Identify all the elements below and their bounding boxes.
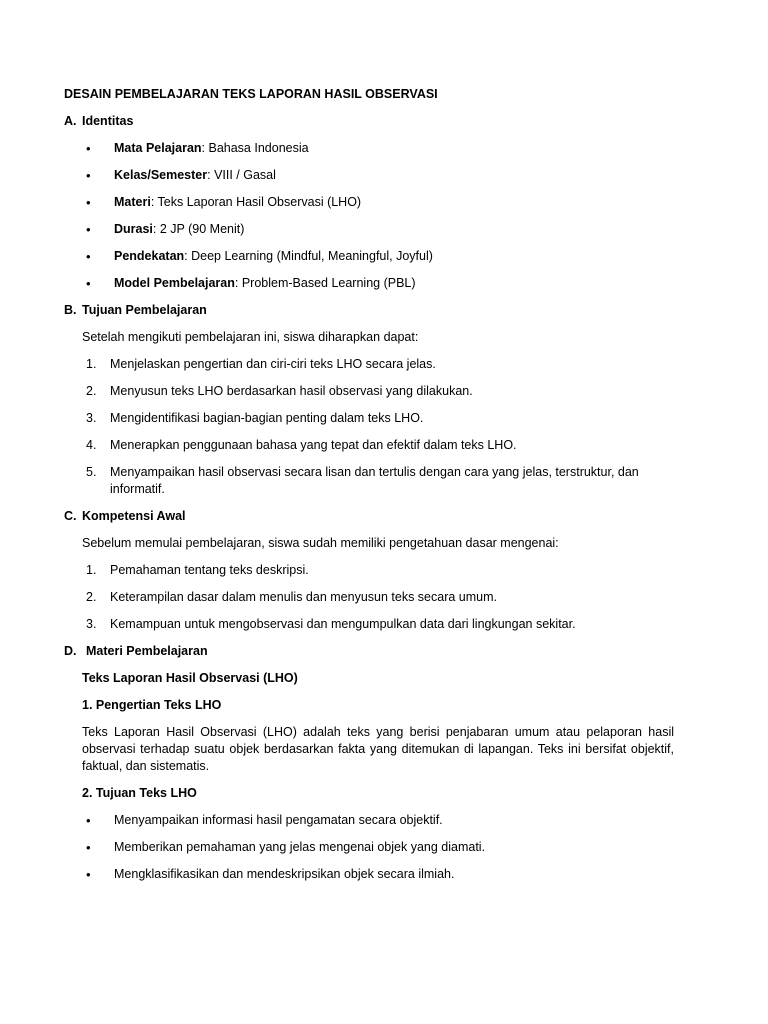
- list-item: [64, 194, 674, 211]
- section-c-heading: [64, 508, 674, 525]
- list-item: [64, 464, 674, 498]
- competency-list: [64, 562, 674, 633]
- item-text: Kemampuan untuk mengobservasi dan mengumpulkan data dari lingkungan sekitar.: [110, 617, 576, 631]
- item-number: 1.: [86, 563, 97, 577]
- item-value: : 2 JP (90 Menit): [152, 222, 245, 236]
- item-value: : VIII / Gasal: [207, 168, 276, 182]
- definition-paragraph: Teks Laporan Hasil Observasi (LHO) adalah teks yang berisi penjabaran umum atau pelaporan hasil observasi terhadap suatu objek berdasarkan fakta yang ditemukan di lapangan. Teks ini bersifat objektif, faktual, dan sistematis.: [82, 725, 674, 773]
- section-c-title: Kompetensi Awal: [82, 509, 186, 523]
- section-a-letter: A.: [64, 114, 77, 128]
- item-value: : Deep Learning (Mindful, Meaningful, Joyful): [184, 249, 433, 263]
- item-label: Durasi: [114, 222, 153, 236]
- list-item: [64, 167, 674, 184]
- list-item: [64, 437, 674, 454]
- item-text: Menerapkan penggunaan bahasa yang tepat dan efektif dalam teks LHO.: [110, 438, 517, 452]
- item-label: Mata Pelajaran: [114, 141, 202, 155]
- section-c-letter: C.: [64, 509, 77, 523]
- section-a-title: Identitas: [82, 114, 134, 128]
- list-item: [64, 616, 674, 633]
- item-number: 5.: [86, 465, 97, 479]
- item-value: : Bahasa Indonesia: [201, 141, 309, 155]
- item-number: 4.: [86, 438, 97, 452]
- bullet-icon: •: [86, 840, 91, 855]
- item-label: Pendekatan: [114, 249, 185, 263]
- item-text: Memberikan pemahaman yang jelas mengenai objek yang diamati.: [114, 840, 486, 854]
- bullet-icon: •: [86, 141, 91, 156]
- bullet-icon: •: [86, 249, 91, 264]
- list-item: [64, 356, 674, 373]
- section-c-intro: Sebelum memulai pembelajaran, siswa sudah memiliki pengetahuan dasar mengenai:: [82, 536, 559, 550]
- item-label: Materi: [114, 195, 151, 209]
- list-item: [64, 275, 674, 292]
- document-body: [64, 86, 674, 893]
- item-text: Keterampilan dasar dalam menulis dan menyusun teks secara umum.: [110, 590, 497, 604]
- list-item: [64, 410, 674, 427]
- item-number: 2.: [86, 590, 97, 604]
- item-text: Mengidentifikasi bagian-bagian penting dalam teks LHO.: [110, 411, 424, 425]
- list-item: [64, 839, 674, 856]
- bullet-icon: •: [86, 813, 91, 828]
- list-item: [64, 562, 674, 579]
- item-text: Menyampaikan hasil observasi secara lisan dan tertulis dengan cara yang jelas, terstruktur, dan informatif.: [110, 465, 639, 496]
- item-number: 3.: [86, 617, 97, 631]
- item-text: Menyusun teks LHO berdasarkan hasil observasi yang dilakukan.: [110, 384, 473, 398]
- section-b-intro: Setelah mengikuti pembelajaran ini, siswa diharapkan dapat:: [82, 330, 419, 344]
- bullet-icon: •: [86, 168, 91, 183]
- section-b-heading: [64, 302, 674, 319]
- item-text: Menjelaskan pengertian dan ciri-ciri teks LHO secara jelas.: [110, 357, 436, 371]
- item-number: 2.: [86, 384, 97, 398]
- item-value: : Teks Laporan Hasil Observasi (LHO): [150, 195, 362, 209]
- list-item: [64, 248, 674, 265]
- section-d-topic: Teks Laporan Hasil Observasi (LHO): [82, 671, 298, 685]
- bullet-icon: •: [86, 867, 91, 882]
- bullet-icon: •: [86, 222, 91, 237]
- item-number: 3.: [86, 411, 97, 425]
- section-d-title: Materi Pembelajaran: [86, 644, 208, 658]
- list-item: [64, 221, 674, 238]
- list-item: [64, 812, 674, 829]
- item-text: Menyampaikan informasi hasil pengamatan secara objektif.: [114, 813, 443, 827]
- purpose-list: [64, 812, 674, 883]
- item-label: Kelas/Semester: [114, 168, 208, 182]
- list-item: [64, 589, 674, 606]
- subheading-purpose: 2. Tujuan Teks LHO: [82, 786, 197, 800]
- item-label: Model Pembelajaran: [114, 276, 235, 290]
- item-value: : Problem-Based Learning (PBL): [234, 276, 416, 290]
- item-number: 1.: [86, 357, 97, 371]
- list-item: [64, 383, 674, 400]
- document-title: DESAIN PEMBELAJARAN TEKS LAPORAN HASIL OBSERVASI: [64, 87, 438, 101]
- list-item: [64, 140, 674, 157]
- section-d-heading: [64, 643, 674, 660]
- bullet-icon: •: [86, 276, 91, 291]
- bullet-icon: •: [86, 195, 91, 210]
- objectives-list: [64, 356, 674, 498]
- item-text: Pemahaman tentang teks deskripsi.: [110, 563, 309, 577]
- list-item: [64, 866, 674, 883]
- section-b-title: Tujuan Pembelajaran: [82, 303, 207, 317]
- section-a-heading: [64, 113, 674, 130]
- section-b-letter: B.: [64, 303, 77, 317]
- subheading-definition: 1. Pengertian Teks LHO: [82, 698, 222, 712]
- identity-list: [64, 140, 674, 292]
- section-d-letter: D.: [64, 644, 77, 658]
- item-text: Mengklasifikasikan dan mendeskripsikan objek secara ilmiah.: [114, 867, 455, 881]
